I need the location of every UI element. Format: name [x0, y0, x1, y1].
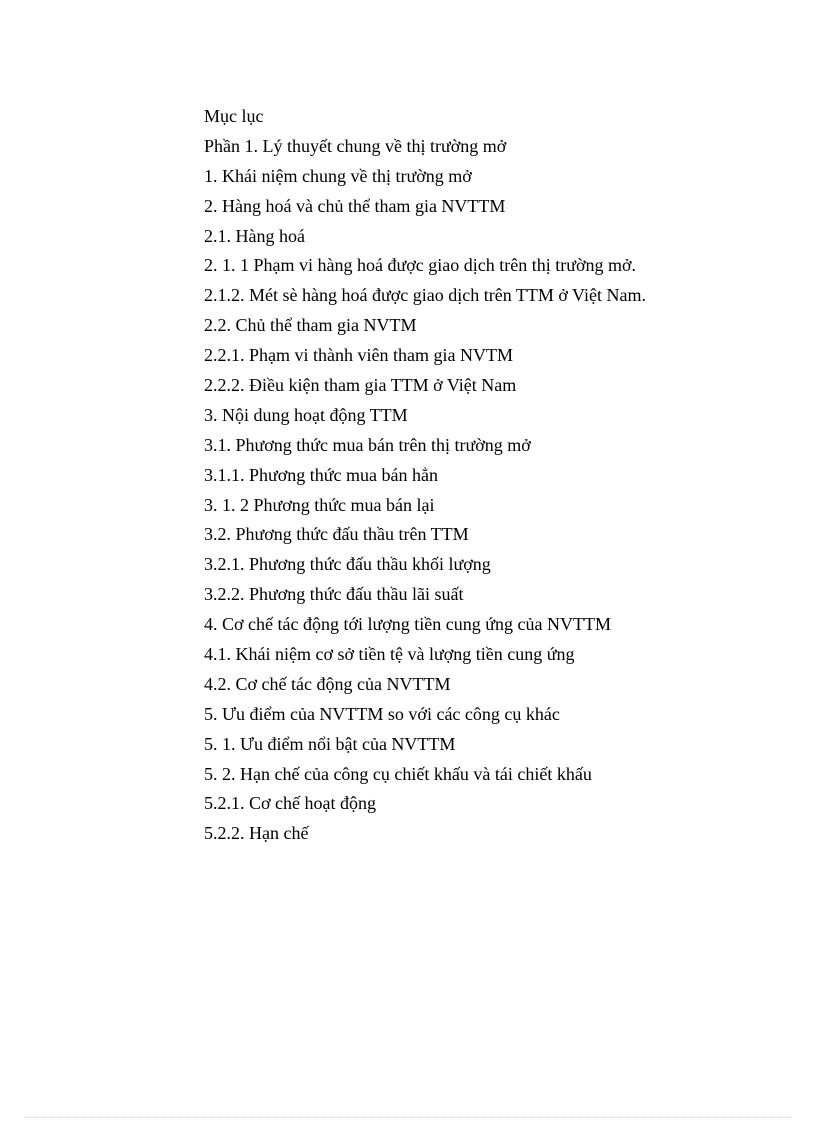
toc-entry: 4. Cơ chế tác động tới lượng tiền cung ứng của NVTTM [204, 614, 611, 635]
toc-entry: 5.2.2. Hạn chế [204, 823, 309, 844]
toc-entry: 3. Nội dung hoạt động TTM [204, 404, 408, 425]
toc-entry: 2.2.2. Điều kiện tham gia TTM ở Việt Nam [204, 375, 517, 396]
toc-entry: 2.2.1. Phạm vi thành viên tham gia NVTM [204, 345, 513, 366]
toc-entry: 5. 1. Ưu điểm nổi bật của NVTTM [204, 733, 456, 754]
toc-entry: 2.1.2. Mét sè hàng hoá được giao dịch trên TTM ở Việt Nam. [204, 285, 646, 306]
toc-entry: 2.1. Hàng hoá [204, 225, 305, 246]
toc-entry: 5. 2. Hạn chế của công cụ chiết khấu và tái chiết khấu [204, 763, 592, 784]
page-bottom-divider [24, 1117, 792, 1118]
toc-entry: 2. 1. 1 Phạm vi hàng hoá được giao dịch trên thị trường mở. [204, 255, 636, 276]
table-of-contents [204, 102, 764, 849]
toc-entry: 1. Khái niệm chung về thị trường mở [204, 165, 472, 186]
toc-entry: 5.2.1. Cơ chế hoạt động [204, 793, 376, 814]
toc-entry: 3.2.1. Phương thức đấu thầu khối lượng [204, 554, 491, 575]
toc-entry: 4.2. Cơ chế tác động của NVTTM [204, 673, 451, 694]
toc-entry: 3.1. Phương thức mua bán trên thị trường mở [204, 434, 531, 455]
toc-entry: 3.2. Phương thức đấu thầu trên TTM [204, 524, 469, 545]
toc-entry: 3. 1. 2 Phương thức mua bán lại [204, 494, 435, 515]
toc-entry: 3.1.1. Phương thức mua bán hẳn [204, 464, 438, 485]
toc-entry: 2. Hàng hoá và chủ thể tham gia NVTTM [204, 195, 506, 216]
toc-entry: 3.2.2. Phương thức đấu thầu lãi suất [204, 584, 464, 605]
toc-title: Mục lục [204, 106, 264, 126]
toc-entry: 5. Ưu điểm của NVTTM so với các công cụ khác [204, 703, 560, 724]
toc-entry: Phần 1. Lý thuyết chung về thị trường mở [204, 135, 507, 156]
toc-entry: 2.2. Chủ thể tham gia NVTM [204, 315, 417, 336]
toc-entry: 4.1. Khái niệm cơ sở tiền tệ và lượng tiền cung ứng [204, 644, 575, 665]
